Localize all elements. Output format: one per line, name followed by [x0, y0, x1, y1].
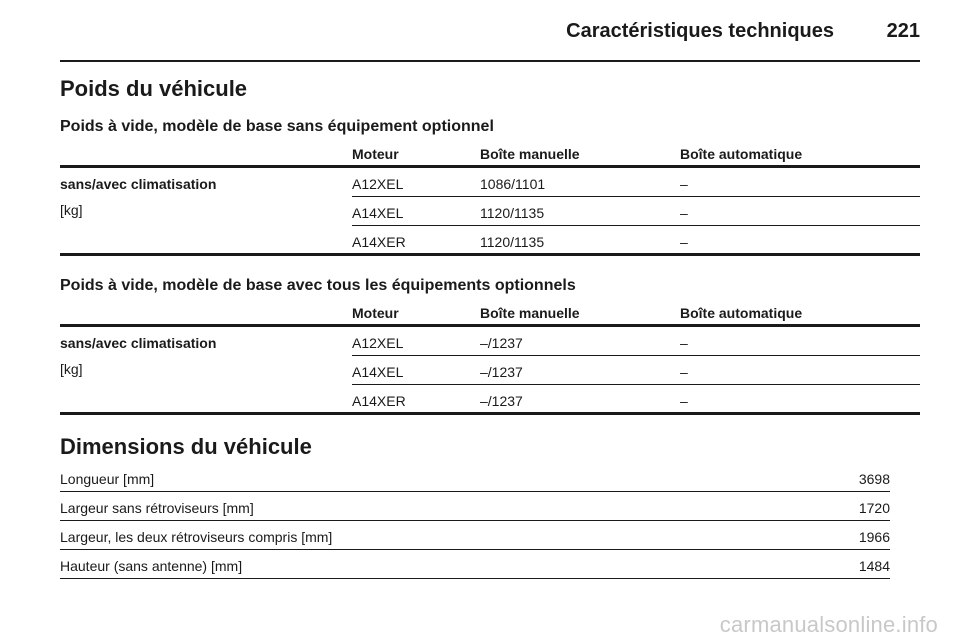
table-row	[352, 197, 920, 226]
column-header-manual: Boîte manuelle	[480, 305, 580, 321]
cell-motor: A12XEL	[352, 176, 404, 192]
cell-automatic: –	[680, 335, 688, 351]
column-header-manual: Boîte manuelle	[480, 146, 580, 162]
dimension-value: 1720	[858, 500, 890, 516]
page-number: 221	[886, 20, 920, 42]
dimension-value: 1966	[858, 529, 890, 545]
cell-manual: –/1237	[480, 393, 523, 409]
cell-manual: 1120/1135	[480, 205, 545, 221]
table-body	[60, 168, 920, 256]
cell-manual: 1120/1135	[480, 234, 545, 250]
table-title-full: Poids à vide, modèle de base avec tous les équipements optionnels	[60, 277, 576, 294]
weight-table-full	[60, 301, 920, 415]
cell-automatic: –	[680, 176, 688, 192]
cell-automatic: –	[680, 393, 688, 409]
table-title-base: Poids à vide, modèle de base sans équipement optionnel	[60, 118, 494, 135]
cell-motor: A12XEL	[352, 335, 404, 351]
cell-manual: 1086/1101	[480, 176, 546, 192]
row-unit: [kg]	[60, 361, 83, 377]
table-row	[60, 463, 890, 492]
cell-motor: A14XER	[352, 393, 406, 409]
table-row	[352, 385, 920, 414]
dimension-label: Hauteur (sans antenne) [mm]	[60, 558, 243, 574]
table-row	[352, 226, 920, 255]
column-header-automatic: Boîte automatique	[680, 146, 803, 162]
section-title-weight: Poids du véhicule	[60, 76, 248, 101]
table-row	[60, 492, 890, 521]
cell-manual: –/1237	[480, 364, 523, 380]
row-label: sans/avec climatisation	[60, 176, 217, 192]
table-header-row	[60, 142, 920, 168]
table-row	[352, 168, 920, 197]
table-row	[352, 327, 920, 356]
dimension-label: Longueur [mm]	[60, 471, 155, 487]
cell-automatic: –	[680, 205, 688, 221]
table-body	[60, 327, 920, 415]
cell-motor: A14XER	[352, 234, 406, 250]
page-header	[60, 0, 920, 62]
table-header-row	[60, 301, 920, 327]
row-unit: [kg]	[60, 202, 83, 218]
dimensions-table	[60, 463, 890, 579]
column-header-motor: Moteur	[352, 146, 399, 162]
cell-automatic: –	[680, 234, 688, 250]
table-row	[60, 550, 890, 579]
dimension-value: 1484	[858, 558, 890, 574]
chapter-title: Caractéristiques techniques	[566, 20, 834, 42]
section-title-dimensions: Dimensions du véhicule	[60, 434, 312, 459]
watermark: carmanualsonline.info	[719, 612, 938, 637]
table-row	[60, 521, 890, 550]
weight-table-base	[60, 142, 920, 256]
table-row	[352, 356, 920, 385]
cell-motor: A14XEL	[352, 364, 404, 380]
dimension-label: Largeur sans rétroviseurs [mm]	[60, 500, 254, 516]
cell-motor: A14XEL	[352, 205, 404, 221]
cell-automatic: –	[680, 364, 688, 380]
dimension-label: Largeur, les deux rétroviseurs compris [mm]	[60, 529, 333, 545]
cell-manual: –/1237	[480, 335, 523, 351]
dimension-value: 3698	[858, 471, 890, 487]
row-label: sans/avec climatisation	[60, 335, 217, 351]
column-header-motor: Moteur	[352, 305, 399, 321]
column-header-automatic: Boîte automatique	[680, 305, 803, 321]
